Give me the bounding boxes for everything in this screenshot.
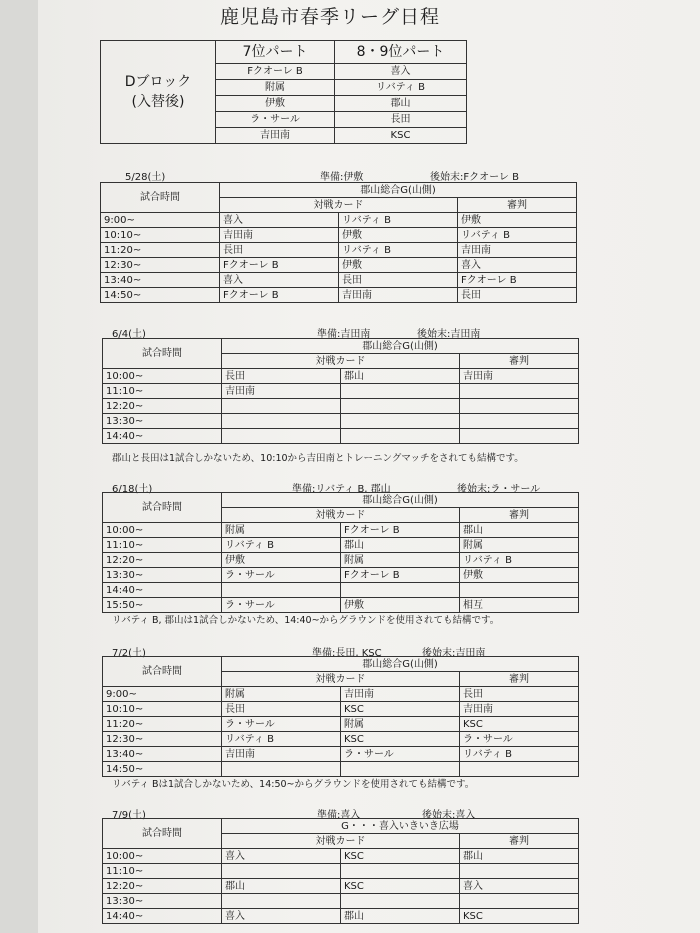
table-row bbox=[103, 429, 579, 444]
referee-cell: Fクオーレ B bbox=[458, 273, 577, 288]
venue-label: G・・・喜入いきいき広場 bbox=[222, 819, 579, 834]
time-cell: 9:00~ bbox=[103, 687, 222, 702]
team-b-cell: 長田 bbox=[339, 273, 458, 288]
referee-cell: リバティ B bbox=[460, 747, 579, 762]
referee-header: 審判 bbox=[458, 198, 577, 213]
referee-cell bbox=[460, 399, 579, 414]
section-date: 5/28(土) bbox=[125, 172, 166, 183]
referee-cell: 伊敷 bbox=[460, 568, 579, 583]
section-date: 7/9(土) bbox=[112, 810, 146, 821]
team-a-cell bbox=[222, 583, 341, 598]
time-cell: 10:00~ bbox=[103, 849, 222, 864]
team-a-cell: ラ・サール bbox=[222, 598, 341, 613]
referee-cell: 相互 bbox=[460, 598, 579, 613]
table-row bbox=[103, 687, 579, 702]
team-b-cell: KSC bbox=[341, 702, 460, 717]
team-b-cell: KSC bbox=[341, 879, 460, 894]
table-row bbox=[103, 414, 579, 429]
team-a-cell: Fクオーレ B bbox=[220, 288, 339, 303]
team-b-cell: Fクオーレ B bbox=[341, 568, 460, 583]
table-row bbox=[101, 228, 577, 243]
block-cell: KSC bbox=[335, 128, 467, 144]
team-a-cell: ラ・サール bbox=[222, 568, 341, 583]
team-b-cell: リバティ B bbox=[339, 243, 458, 258]
referee-cell bbox=[460, 762, 579, 777]
time-cell: 13:30~ bbox=[103, 414, 222, 429]
time-cell: 11:20~ bbox=[101, 243, 220, 258]
block-table bbox=[100, 40, 467, 144]
section-clean: 後始末:喜入 bbox=[422, 810, 476, 821]
table-row bbox=[103, 909, 579, 924]
matchcard-header: 対戦カード bbox=[222, 354, 460, 369]
schedule-table bbox=[102, 338, 579, 444]
time-cell: 10:10~ bbox=[101, 228, 220, 243]
block-cell: 郡山 bbox=[335, 96, 467, 112]
team-b-cell: KSC bbox=[341, 849, 460, 864]
time-header: 試合時間 bbox=[103, 657, 222, 687]
referee-cell: 吉田南 bbox=[460, 369, 579, 384]
team-b-cell: 附属 bbox=[341, 553, 460, 568]
table-row bbox=[103, 568, 579, 583]
team-a-cell: Fクオーレ B bbox=[220, 258, 339, 273]
team-b-cell: 郡山 bbox=[341, 369, 460, 384]
block-cell: 吉田南 bbox=[216, 128, 335, 144]
table-row bbox=[103, 384, 579, 399]
col-89-header: 8・9位パート bbox=[335, 41, 467, 64]
team-b-cell: Fクオーレ B bbox=[341, 523, 460, 538]
team-b-cell bbox=[341, 429, 460, 444]
time-cell: 11:10~ bbox=[103, 538, 222, 553]
table-row bbox=[103, 849, 579, 864]
team-b-cell: 郡山 bbox=[341, 909, 460, 924]
referee-cell: KSC bbox=[460, 717, 579, 732]
table-row bbox=[103, 702, 579, 717]
section-clean: 後始末:Fクオーレ B bbox=[430, 172, 519, 183]
time-cell: 13:30~ bbox=[103, 894, 222, 909]
team-a-cell: 長田 bbox=[222, 369, 341, 384]
referee-cell: 郡山 bbox=[460, 523, 579, 538]
section-prep: 準備:喜入 bbox=[317, 810, 361, 821]
section-header bbox=[125, 168, 585, 181]
time-cell: 14:50~ bbox=[103, 762, 222, 777]
referee-header: 審判 bbox=[460, 834, 579, 849]
venue-label: 郡山総合G(山側) bbox=[222, 493, 579, 508]
referee-cell: リバティ B bbox=[460, 553, 579, 568]
time-cell: 10:00~ bbox=[103, 369, 222, 384]
team-a-cell: 喜入 bbox=[222, 849, 341, 864]
table-row bbox=[103, 879, 579, 894]
table-row bbox=[103, 553, 579, 568]
time-cell: 11:10~ bbox=[103, 864, 222, 879]
section-clean: 後始末:吉田南 bbox=[422, 648, 486, 659]
table-row bbox=[101, 213, 577, 228]
referee-cell bbox=[460, 894, 579, 909]
team-b-cell bbox=[341, 399, 460, 414]
time-cell: 12:20~ bbox=[103, 553, 222, 568]
block-name: Dブロック (入替後) bbox=[101, 41, 216, 144]
document-title: 鹿児島市春季リーグ日程 bbox=[220, 6, 441, 28]
schedule-table bbox=[102, 818, 579, 924]
section-prep: 準備:長田, KSC bbox=[312, 648, 382, 659]
referee-cell: 長田 bbox=[458, 288, 577, 303]
table-row bbox=[103, 598, 579, 613]
table-row bbox=[101, 288, 577, 303]
table-row bbox=[103, 732, 579, 747]
table-row bbox=[101, 243, 577, 258]
section-note: 郡山と長田は1試合しかないため、10:10から吉田南とトレーニングマッチをされても結構です。 bbox=[112, 453, 524, 464]
referee-header: 審判 bbox=[460, 508, 579, 523]
table-row bbox=[101, 273, 577, 288]
team-a-cell: 伊敷 bbox=[222, 553, 341, 568]
team-a-cell: 喜入 bbox=[220, 273, 339, 288]
team-b-cell: KSC bbox=[341, 732, 460, 747]
team-b-cell: 郡山 bbox=[341, 538, 460, 553]
time-cell: 13:40~ bbox=[101, 273, 220, 288]
schedule-table bbox=[100, 182, 577, 303]
time-cell: 9:00~ bbox=[101, 213, 220, 228]
referee-header: 審判 bbox=[460, 354, 579, 369]
matchcard-header: 対戦カード bbox=[222, 834, 460, 849]
block-cell: リバティ B bbox=[335, 80, 467, 96]
referee-cell: 喜入 bbox=[458, 258, 577, 273]
section-prep: 準備:伊敷 bbox=[320, 172, 364, 183]
time-cell: 12:20~ bbox=[103, 879, 222, 894]
section-clean: 後始末:ラ・サール bbox=[457, 484, 541, 495]
time-header: 試合時間 bbox=[103, 493, 222, 523]
referee-cell: 長田 bbox=[460, 687, 579, 702]
time-cell: 12:30~ bbox=[103, 732, 222, 747]
matchcard-header: 対戦カード bbox=[220, 198, 458, 213]
section-prep: 準備:リバティ B, 郡山 bbox=[292, 484, 391, 495]
block-cell: ラ・サール bbox=[216, 112, 335, 128]
table-row bbox=[103, 747, 579, 762]
referee-cell bbox=[460, 414, 579, 429]
table-row bbox=[103, 399, 579, 414]
team-a-cell bbox=[222, 762, 341, 777]
time-header: 試合時間 bbox=[101, 183, 220, 213]
team-a-cell bbox=[222, 399, 341, 414]
referee-cell: 吉田南 bbox=[460, 702, 579, 717]
time-cell: 14:40~ bbox=[103, 909, 222, 924]
col-7-header: 7位パート bbox=[216, 41, 335, 64]
team-b-cell: 伊敷 bbox=[339, 228, 458, 243]
team-a-cell: 喜入 bbox=[222, 909, 341, 924]
matchcard-header: 対戦カード bbox=[222, 508, 460, 523]
team-a-cell: 吉田南 bbox=[222, 384, 341, 399]
block-cell: 長田 bbox=[335, 112, 467, 128]
team-b-cell bbox=[341, 414, 460, 429]
team-a-cell: 長田 bbox=[220, 243, 339, 258]
section-prep: 準備:吉田南 bbox=[317, 329, 371, 340]
table-row bbox=[103, 538, 579, 553]
team-b-cell bbox=[341, 583, 460, 598]
section-date: 6/18(土) bbox=[112, 484, 153, 495]
team-a-cell: 吉田南 bbox=[222, 747, 341, 762]
time-cell: 14:40~ bbox=[103, 583, 222, 598]
block-cell: 伊敷 bbox=[216, 96, 335, 112]
time-cell: 13:40~ bbox=[103, 747, 222, 762]
team-b-cell bbox=[341, 384, 460, 399]
section-clean: 後始末:吉田南 bbox=[417, 329, 481, 340]
team-b-cell bbox=[341, 864, 460, 879]
team-b-cell: 伊敷 bbox=[341, 598, 460, 613]
team-a-cell: ラ・サール bbox=[222, 717, 341, 732]
block-cell: Fクオーレ B bbox=[216, 64, 335, 80]
team-b-cell: 附属 bbox=[341, 717, 460, 732]
time-header: 試合時間 bbox=[103, 339, 222, 369]
referee-cell: ラ・サール bbox=[460, 732, 579, 747]
team-b-cell: 吉田南 bbox=[341, 687, 460, 702]
time-cell: 14:40~ bbox=[103, 429, 222, 444]
referee-cell: 郡山 bbox=[460, 849, 579, 864]
team-a-cell: 喜入 bbox=[220, 213, 339, 228]
schedule-table bbox=[102, 492, 579, 613]
team-b-cell bbox=[341, 894, 460, 909]
time-cell: 15:50~ bbox=[103, 598, 222, 613]
team-a-cell: 郡山 bbox=[222, 879, 341, 894]
time-cell: 13:30~ bbox=[103, 568, 222, 583]
time-cell: 11:10~ bbox=[103, 384, 222, 399]
referee-cell: 吉田南 bbox=[458, 243, 577, 258]
venue-label: 郡山総合G(山側) bbox=[220, 183, 577, 198]
team-a-cell: リバティ B bbox=[222, 538, 341, 553]
table-row bbox=[103, 864, 579, 879]
team-a-cell bbox=[222, 414, 341, 429]
team-a-cell: リバティ B bbox=[222, 732, 341, 747]
time-cell: 12:20~ bbox=[103, 399, 222, 414]
team-a-cell: 附属 bbox=[222, 523, 341, 538]
team-a-cell: 吉田南 bbox=[220, 228, 339, 243]
referee-cell: リバティ B bbox=[458, 228, 577, 243]
referee-cell: KSC bbox=[460, 909, 579, 924]
section-note: リバティ Bは1試合しかないため、14:50~からグラウンドを使用されても結構です。 bbox=[112, 779, 475, 790]
table-row bbox=[103, 523, 579, 538]
table-row bbox=[103, 894, 579, 909]
referee-cell: 喜入 bbox=[460, 879, 579, 894]
time-cell: 10:00~ bbox=[103, 523, 222, 538]
time-cell: 10:10~ bbox=[103, 702, 222, 717]
venue-label: 郡山総合G(山側) bbox=[222, 657, 579, 672]
section-date: 6/4(土) bbox=[112, 329, 146, 340]
team-a-cell bbox=[222, 894, 341, 909]
section-header bbox=[112, 325, 572, 338]
schedule-table bbox=[102, 656, 579, 777]
team-b-cell bbox=[341, 762, 460, 777]
referee-cell: 伊敷 bbox=[458, 213, 577, 228]
team-a-cell bbox=[222, 864, 341, 879]
referee-cell bbox=[460, 429, 579, 444]
referee-cell: 附属 bbox=[460, 538, 579, 553]
table-row bbox=[103, 717, 579, 732]
team-b-cell: ラ・サール bbox=[341, 747, 460, 762]
venue-label: 郡山総合G(山側) bbox=[222, 339, 579, 354]
referee-cell bbox=[460, 864, 579, 879]
block-cell: 喜入 bbox=[335, 64, 467, 80]
table-row bbox=[103, 583, 579, 598]
table-row bbox=[101, 258, 577, 273]
matchcard-header: 対戦カード bbox=[222, 672, 460, 687]
team-a-cell: 附属 bbox=[222, 687, 341, 702]
time-header: 試合時間 bbox=[103, 819, 222, 849]
time-cell: 12:30~ bbox=[101, 258, 220, 273]
team-a-cell: 長田 bbox=[222, 702, 341, 717]
team-b-cell: リバティ B bbox=[339, 213, 458, 228]
section-note: リバティ B, 郡山は1試合しかないため、14:40~からグラウンドを使用されても結構です。 bbox=[112, 615, 500, 626]
table-row bbox=[103, 762, 579, 777]
time-cell: 11:20~ bbox=[103, 717, 222, 732]
table-row bbox=[103, 369, 579, 384]
team-b-cell: 吉田南 bbox=[339, 288, 458, 303]
time-cell: 14:50~ bbox=[101, 288, 220, 303]
section-date: 7/2(土) bbox=[112, 648, 146, 659]
team-b-cell: 伊敷 bbox=[339, 258, 458, 273]
block-cell: 附属 bbox=[216, 80, 335, 96]
referee-cell bbox=[460, 384, 579, 399]
team-a-cell bbox=[222, 429, 341, 444]
referee-header: 審判 bbox=[460, 672, 579, 687]
referee-cell bbox=[460, 583, 579, 598]
